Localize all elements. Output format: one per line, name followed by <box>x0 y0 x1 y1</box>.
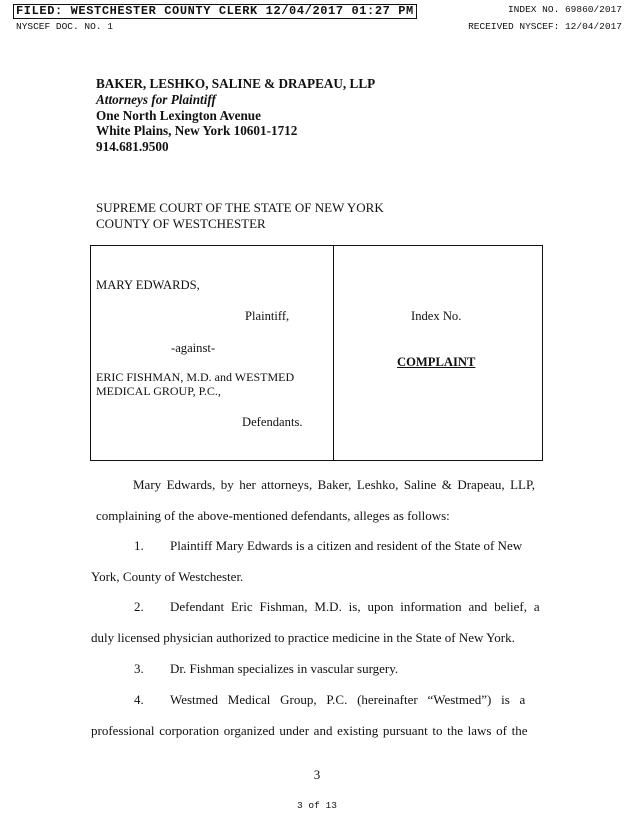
firm-address-line1: One North Lexington Avenue <box>96 107 261 123</box>
index-no-label: Index No. <box>411 309 462 323</box>
firm-phone: 914.681.9500 <box>96 139 169 155</box>
paragraph-1-line-1: Plaintiff Mary Edwards is a citizen and resident of the State of New <box>170 538 523 553</box>
paragraph-2-line-1: Defendant Eric Fishman, M.D. is, upon information and belief, a <box>170 599 540 614</box>
defendants-label: Defendants. <box>242 415 303 429</box>
paragraph-4-line-2: professional corporation organized under and existing pursuant to the laws of the <box>91 723 528 738</box>
caption-divider <box>333 246 334 460</box>
nyscef-doc-number: NYSCEF DOC. NO. 1 <box>16 21 113 32</box>
firm-name: BAKER, LESHKO, SALINE & DRAPEAU, LLP <box>96 76 376 91</box>
plaintiff-name: MARY EDWARDS, <box>96 278 200 292</box>
case-caption-box <box>90 245 543 461</box>
complaint-title: COMPLAINT <box>397 355 476 369</box>
attorney-role: Attorneys for Plaintiff <box>96 91 216 107</box>
defendants-line1: ERIC FISHMAN, M.D. and WESTMED <box>96 370 295 384</box>
against-label: -against- <box>171 341 216 355</box>
paragraph-1-line-2: York, County of Westchester. <box>91 569 244 584</box>
page-count: 3 of 13 <box>297 800 337 811</box>
paragraph-4-line-1: Westmed Medical Group, P.C. (hereinafter “Westmed”) is a <box>170 692 526 707</box>
court-name: SUPREME COURT OF THE STATE OF NEW YORK <box>96 200 384 215</box>
received-date: RECEIVED NYSCEF: 12/04/2017 <box>468 21 622 32</box>
paragraph-2-line-2: duly licensed physician authorized to practice medicine in the State of New York. <box>91 630 515 645</box>
attorney-block <box>96 76 375 155</box>
index-number: INDEX NO. 69860/2017 <box>507 4 622 15</box>
paragraph-3-number: 3. <box>134 661 144 676</box>
defendants-names <box>96 371 294 398</box>
plaintiff-label: Plaintiff, <box>245 309 290 323</box>
court-heading <box>96 200 384 231</box>
paragraph-2-number: 2. <box>134 599 144 614</box>
paragraph-4-number: 4. <box>134 692 144 707</box>
paragraph-3-line-1: Dr. Fishman specializes in vascular surgery. <box>170 661 399 676</box>
defendants-line2: MEDICAL GROUP, P.C., <box>96 383 221 398</box>
page-number: 3 <box>313 767 321 782</box>
intro-line-1-text: Mary Edwards, by her attorneys, Baker, Leshko, Saline & Drapeau, LLP, <box>133 477 535 492</box>
paragraph-1-number: 1. <box>134 538 144 553</box>
court-county: COUNTY OF WESTCHESTER <box>96 215 266 231</box>
intro-line-1 <box>133 477 541 493</box>
firm-address-line2: White Plains, New York 10601-1712 <box>96 123 298 139</box>
intro-line-2: complaining of the above-mentioned defendants, alleges as follows: <box>96 508 450 523</box>
filed-stamp: FILED: WESTCHESTER COUNTY CLERK 12/04/2017 01:27 PM <box>13 4 417 19</box>
